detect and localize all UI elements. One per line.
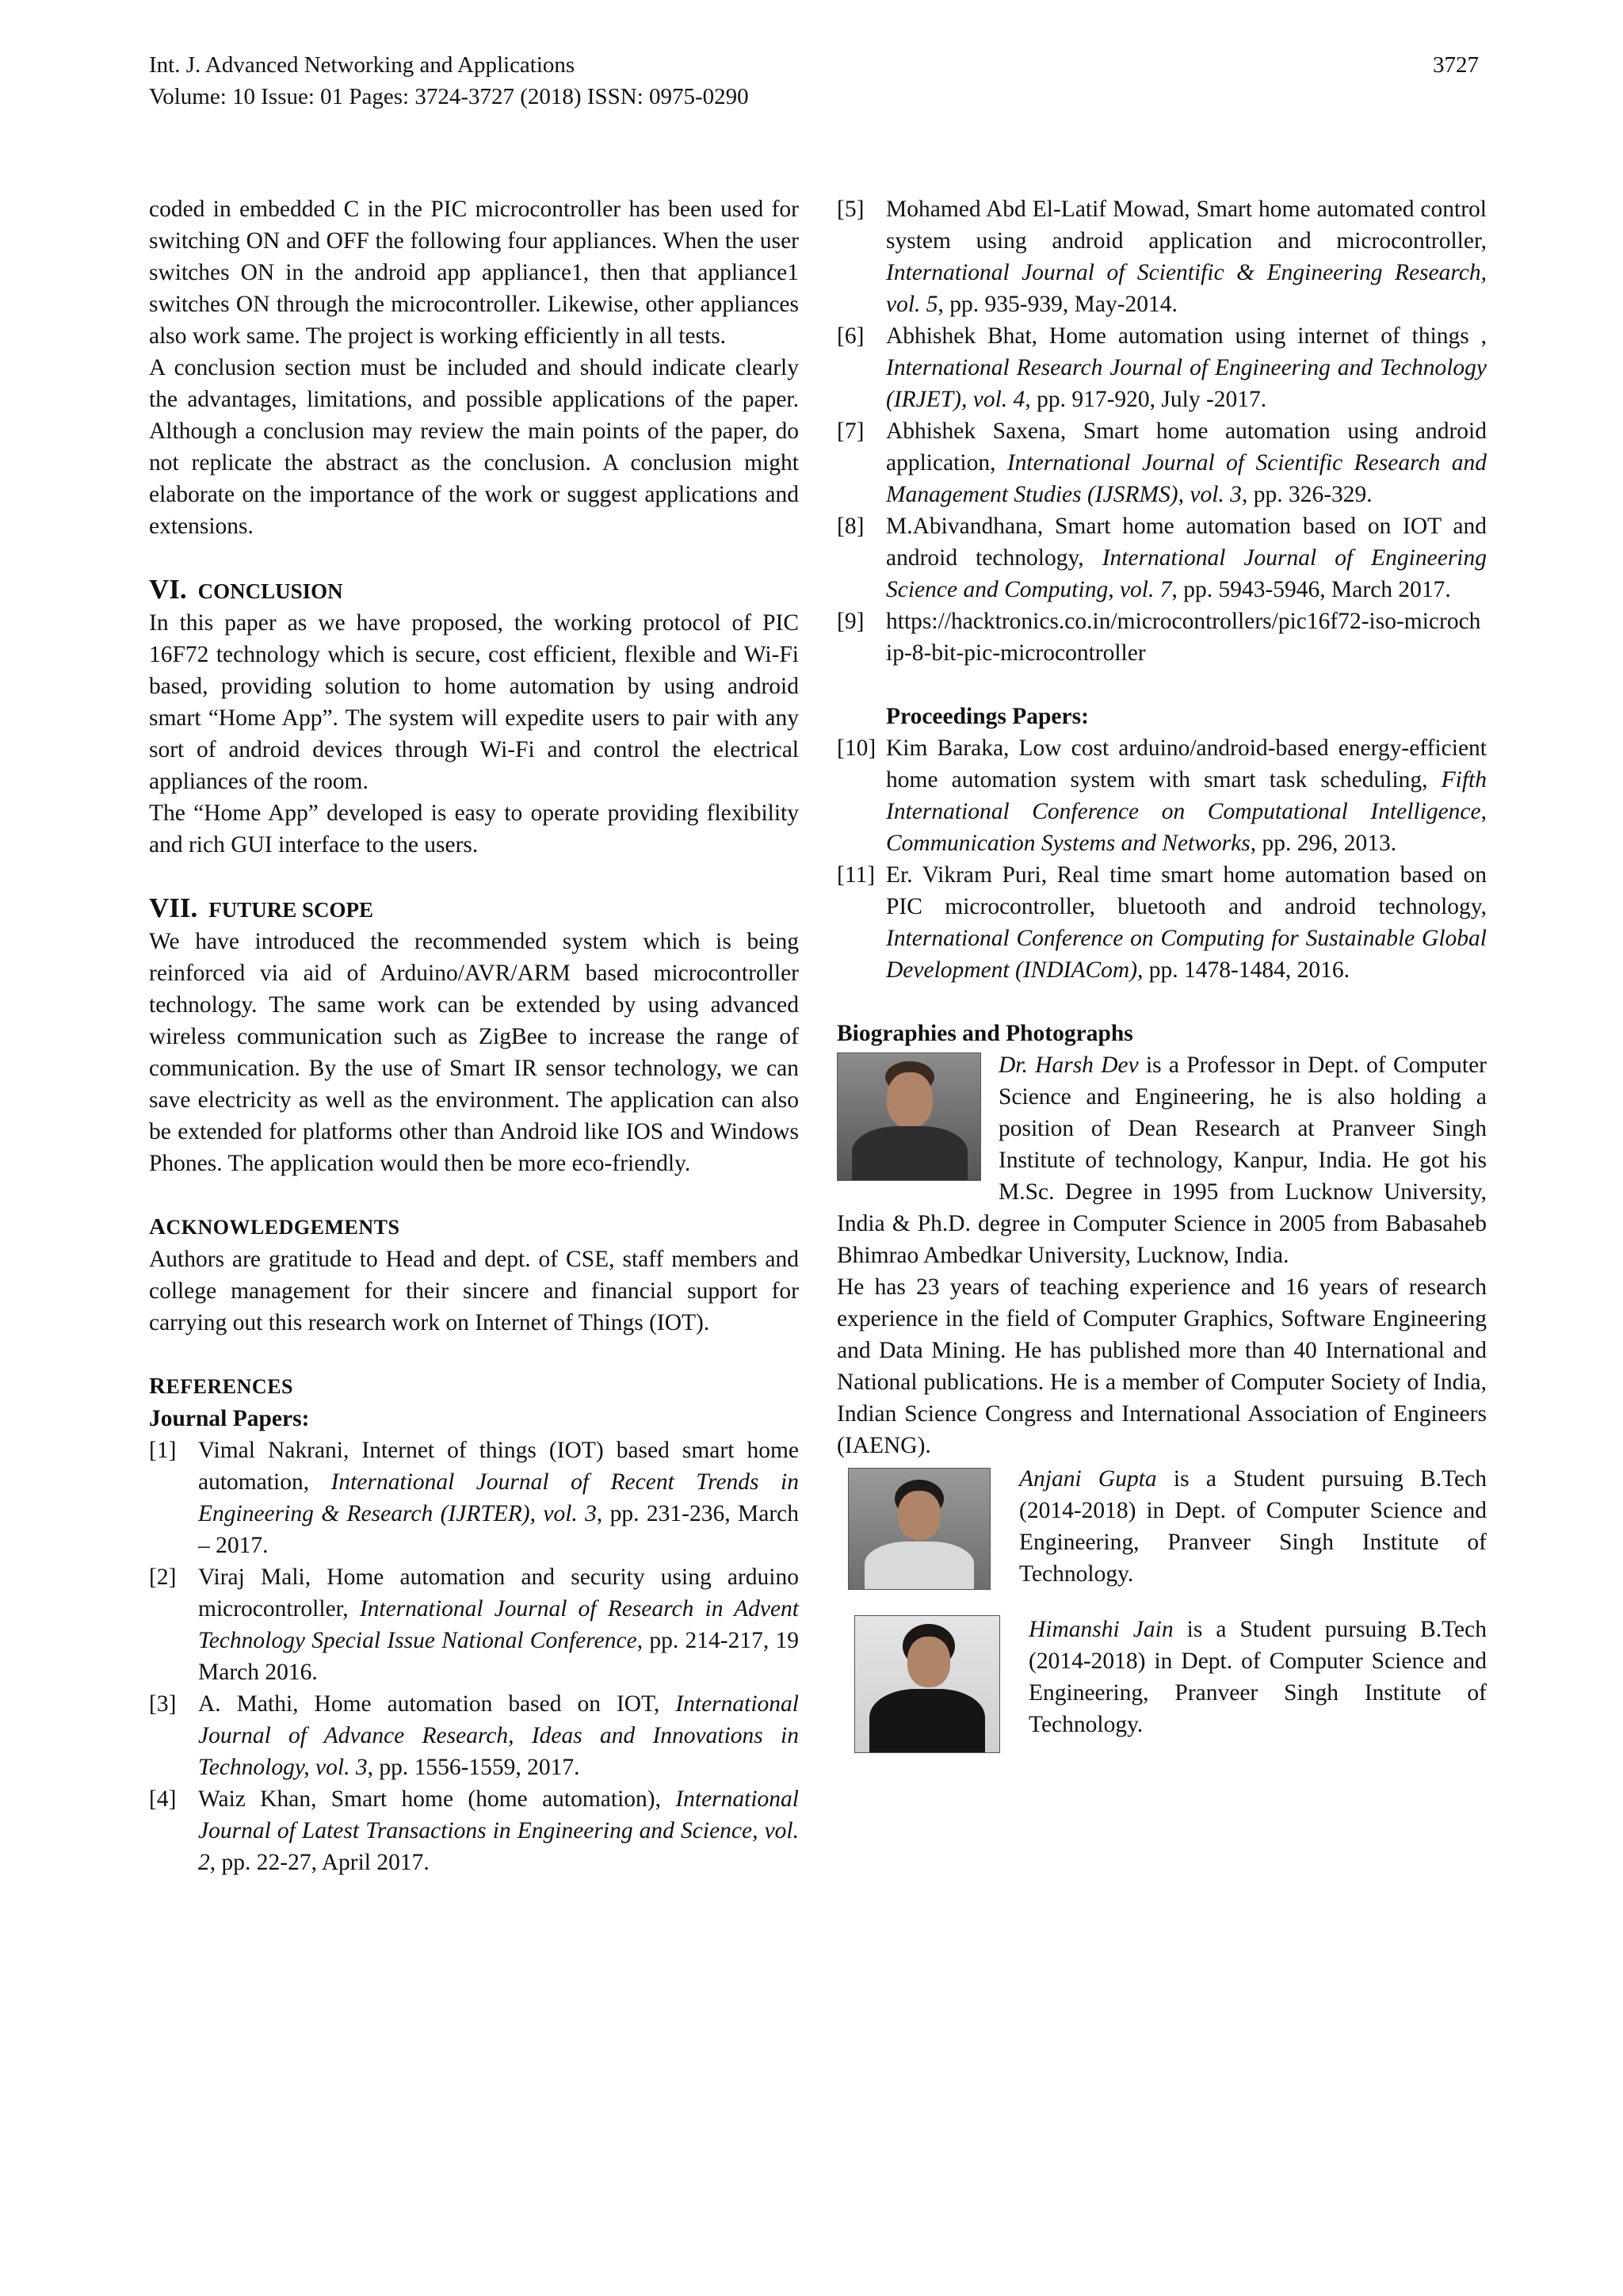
intro-paragraph: coded in embedded C in the PIC microcontroller has been used for switching ON and OFF the following four appliances. When the user switches ON in the android app appliance1, then that appliance1 switches ON through the microcontroller. Likewise, other appliances also work same. The project is working efficiently in all tests.: [149, 197, 799, 349]
reference-1: [1] Vimal Nakrani, Internet of things (IOT) based smart home automation, International Journal of Recent Trends in Engineering & Research (IJRTER), vol. 3, pp. 231-236, March – 2017.: [149, 1438, 799, 1558]
photo-anjani-gupta: [848, 1468, 991, 1590]
reference-8: [8] M.Abivandhana, Smart home automation based on IOT and android technology, International Journal of Engineering Science and Computing, vol. 7, pp. 5943-5946, March 2017.: [837, 514, 1487, 602]
references-heading: REFERENCES: [149, 1373, 293, 1399]
section-heading-conclusion: [149, 574, 799, 607]
left-column: [149, 193, 799, 1878]
bio-name: Himanshi Jain: [1029, 1617, 1174, 1642]
reference-9: [9] https://hacktronics.co.in/microcontrollers/pic16f72-iso-microchip-8-bit-pic-microcontroller: [837, 609, 1481, 666]
biography-harsh-dev-paragraph-2: He has 23 years of teaching experience and 16 years of research experience in the field of Computer Graphics, Software Engineering and Data Mining. He has published more than 40 International and National publications. He is a member of Computer Society of India, Indian Science Congress and International Association of Engineers (IAENG).: [837, 1274, 1487, 1458]
reference-10: [10] Kim Baraka, Low cost arduino/android-based energy-efficient home automation system with smart task scheduling, Fifth International Conference on Computational Intelligence, Communication Systems and Networks, pp. 296, 2013.: [837, 735, 1487, 856]
photo-harsh-dev: [837, 1052, 981, 1181]
section-title: FUTURE SCOPE: [208, 898, 374, 922]
future-scope-paragraph: We have introduced the recommended system which is being reinforced via aid of Arduino/AVR/ARM based microcontroller technology. The same work can be extended by using advanced wireless communication such as ZigBee to increase the range of communication. By the use of Smart IR sensor technology, we can save electricity as well as the environment. The application can also be extended for platforms other than Android like IOS and Windows Phones. The application would then be more eco-friendly.: [149, 929, 799, 1176]
conclusion-note-paragraph: A conclusion section must be included and should indicate clearly the advantages, limitations, and possible applications of the paper. Although a conclusion may review the main points of the paper, do not replicate the abstract as the conclusion. A conclusion might elaborate on the importance of the work or suggest applications and extensions.: [149, 355, 799, 539]
right-column: [837, 193, 1487, 1758]
volume-line: Volume: 10 Issue: 01 Pages: 3724-3727 (2018) ISSN: 0975-0290: [149, 84, 749, 109]
bio-name: Anjani Gupta: [1019, 1466, 1157, 1492]
reference-3: [3] A. Mathi, Home automation based on IOT, International Journal of Advance Research, Ideas and Innovations in Technology, vol. 3, pp. 1556-1559, 2017.: [149, 1691, 799, 1780]
biography-anjani-gupta: Anjani Gupta is a Student pursuing B.Tech (2014-2018) in Dept. of Computer Science and Engineering, Pranveer Singh Institute of Technology.: [837, 1463, 1487, 1595]
proceedings-papers-heading: Proceedings Papers:: [886, 704, 1089, 729]
reference-4: [4] Waiz Khan, Smart home (home automation), International Journal of Latest Transactions in Engineering and Science, vol. 2, pp. 22-27, April 2017.: [149, 1786, 799, 1875]
reference-5: [5] Mohamed Abd El-Latif Mowad, Smart home automated control system using android application and microcontroller, International Journal of Scientific & Engineering Research, vol. 5, pp. 935-939, May-2014.: [837, 197, 1487, 317]
reference-2: [2] Viraj Mali, Home automation and security using arduino microcontroller, International Journal of Research in Advent Technology Special Issue National Conference, pp. 214-217, 19 March 2016.: [149, 1564, 800, 1685]
conclusion-paragraph-1: In this paper as we have proposed, the working protocol of PIC 16F72 technology which is secure, cost efficient, flexible and Wi-Fi based, providing solution to home automation by using android smart “Home App”. The system will expedite users to pair with any sort of android devices through Wi-Fi and control the electrical appliances of the room.: [149, 610, 799, 794]
section-number: VII.: [149, 892, 198, 923]
bio-name: Dr. Harsh Dev: [999, 1052, 1139, 1078]
photo-himanshi-jain: [854, 1615, 1000, 1753]
biography-himanshi-jain: Himanshi Jain is a Student pursuing B.Tech (2014-2018) in Dept. of Computer Science and Engineering, Pranveer Singh Institute of Technology.: [837, 1614, 1487, 1758]
acknowledgements-paragraph: Authors are gratitude to Head and dept. of CSE, staff members and college management for their sincere and financial support for carrying out this research work on Internet of Things (IOT).: [149, 1247, 799, 1335]
section-heading-future-scope: [149, 892, 799, 926]
reference-6: [6] Abhishek Bhat, Home automation using internet of things , International Research Journal of Engineering and Technology (IRJET), vol. 4, pp. 917-920, July -2017.: [837, 323, 1487, 412]
page-number: 3727: [1433, 52, 1479, 78]
reference-11: [11] Er. Vikram Puri, Real time smart home automation based on PIC microcontroller, bluetooth and android technology, International Conference on Computing for Sustainable Global Development (INDIACom), pp. 1478-1484, 2016.: [837, 862, 1487, 983]
acknowledgements-heading: ACKNOWLEDGEMENTS: [149, 1214, 400, 1240]
section-number: VI.: [149, 574, 187, 605]
reference-7: [7] Abhishek Saxena, Smart home automation using android application, International Journal of Scientific Research and Management Studies (IJSRMS), vol. 3, pp. 326-329.: [837, 418, 1487, 507]
journal-papers-heading: Journal Papers:: [149, 1406, 310, 1431]
biographies-heading: Biographies and Photographs: [837, 1021, 1133, 1046]
journal-name: Int. J. Advanced Networking and Applications: [149, 52, 575, 78]
section-title: CONCLUSION: [197, 579, 343, 603]
conclusion-paragraph-2: The “Home App” developed is easy to operate providing flexibility and rich GUI interface to the users.: [149, 800, 799, 858]
biography-harsh-dev: Dr. Harsh Dev is a Professor in Dept. of Computer Science and Engineering, he is also holding a position of Dean Research at Pranveer Singh Institute of technology, Kanpur, India. He got his M.Sc. Degree in 1995 from Lucknow University, India & Ph.D. degree in Computer Science in 2005 from Babasaheb Bhimrao Ambedkar University, Lucknow, India. He has 23 years of teaching experience and 16 years of research experience in the field of Computer Graphics, Software Engineering and Data Mining. He has published more than 40 International and National publications. He is a member of Computer Society of India, Indian Science Congress and International Association of Engineers (IAENG).: [837, 1049, 1487, 1461]
